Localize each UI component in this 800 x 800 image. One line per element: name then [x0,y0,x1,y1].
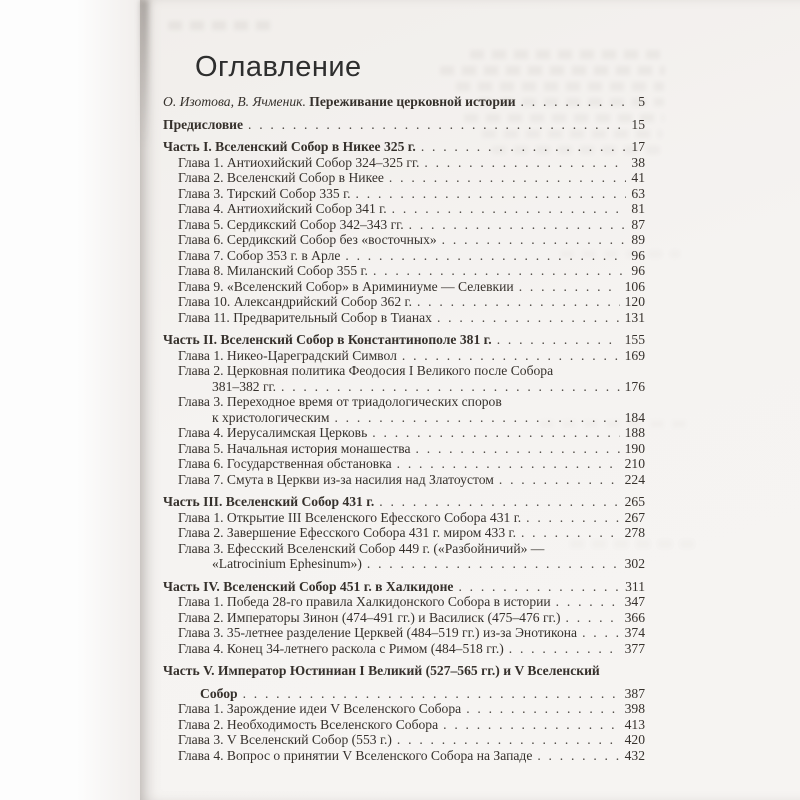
page-number: 190 [624,440,645,456]
toc-entry-title: Часть IV. Вселенский Собор 451 г. в Халкидоне [163,578,454,594]
dot-leader [458,579,620,595]
dot-leader [345,248,626,264]
toc-entry-text [178,279,514,295]
dot-leader [556,594,620,610]
toc-entry-text [178,525,516,541]
photo-background [0,0,140,800]
toc-entry-text [163,663,600,679]
toc-entry-title: Глава 8. Миланский Собор 355 г. [178,263,368,278]
toc-entry-title: Глава 9. «Вселенский Собор» в Ариминиуме — Селевкии [178,278,514,294]
page-number: 398 [624,701,645,716]
toc-entry [163,294,645,310]
toc-entry-title: Глава 5. Начальная история монашества [178,440,411,456]
dot-leader [521,94,634,110]
page-number: 169 [624,347,645,363]
toc-entry [163,441,645,457]
toc-entry-title: Глава 3. Ефесский Вселенский Собор 449 г. («Разбойничий» — [178,540,545,556]
dot-leader [443,717,619,733]
page-number: 267 [624,509,645,525]
dot-leader [397,456,620,472]
toc-entry-text [178,641,504,657]
dot-leader [389,170,626,186]
page-number: 302 [624,556,645,571]
page-number: 38 [631,154,645,170]
dot-leader [519,279,620,295]
toc-entry [163,732,645,748]
dot-leader [424,155,626,171]
toc-entry-text [178,201,387,217]
toc-entry [163,594,645,610]
page-number: 387 [624,685,645,701]
page-number: 15 [631,116,645,132]
page-number: 278 [624,525,645,540]
toc-entry-title: Глава 3. V Вселенский Собор (553 г.) [178,732,392,747]
page-title: Оглавление [195,51,362,83]
dot-leader [416,441,620,457]
page-number: 224 [624,471,645,487]
toc-entry-text [178,394,502,410]
dot-leader [537,748,619,764]
toc-entry-text [178,732,392,748]
toc-entry-title: Глава 5. Сердикский Собор 342–343 гг. [178,216,404,232]
toc-entry [163,579,645,595]
toc-entry [163,217,645,233]
toc-entry-title: Глава 4. Иерусалимская Церковь [178,425,368,440]
toc-entry-continuation [163,379,645,395]
toc-entry-text [178,294,412,310]
toc-entry-title: Глава 2. Императоры Зинон (474–491 гг.) и Василиск (475–476 гг.) [178,609,561,625]
dot-leader [402,348,620,364]
toc-entry [163,170,645,186]
dot-leader [509,641,620,657]
toc-entry-title: Глава 2. Церковная политика Феодосия I Великого после Собора [178,363,554,378]
toc-entry-continuation [163,686,645,702]
page-number: 17 [631,139,645,154]
toc-entry-text [163,94,516,110]
page-number: 106 [624,278,645,294]
toc-entry-continuation [163,556,645,572]
toc-entry-text [178,170,384,186]
toc-entry-text [163,139,416,155]
table-of-contents [140,94,800,763]
toc-entry [163,425,645,441]
toc-entry-continuation [163,410,645,426]
toc-entry [163,201,645,217]
toc-entry-text [178,217,404,233]
toc-entry-text-continued: Собор [200,685,238,701]
page-number: 87 [631,216,645,232]
toc-entry [163,394,645,410]
dot-leader [521,525,620,541]
toc-entry [163,310,645,326]
toc-entry [163,494,645,510]
toc-entry-author: О. Изотова, В. Ячменик. [163,94,310,109]
dot-leader [417,294,620,310]
toc-entry [163,139,645,155]
bleed-through-artifact [168,21,278,30]
dot-leader [566,610,620,626]
toc-entry-text [178,248,340,264]
toc-entry [163,663,645,679]
toc-entry [163,610,645,626]
dot-leader [499,472,620,488]
page-number: 374 [624,625,645,640]
toc-entry-text [178,232,437,248]
toc-entry [163,525,645,541]
toc-entry-title: Переживание церковной истории [309,94,516,109]
toc-entry-title: Глава 7. Смута в Церкви из-за насилия над Златоустом [178,471,494,487]
dot-leader [334,410,619,426]
toc-entry-text [178,717,438,733]
toc-entry-text [178,363,553,379]
toc-entry-text [178,441,411,457]
toc-entry [163,232,645,248]
page-number: 188 [624,425,645,440]
toc-entry-text [178,186,351,202]
dot-leader [466,701,619,717]
page-number: 176 [624,378,645,394]
toc-entry-title: Глава 1. Никео-Цареградский Символ [178,347,397,363]
toc-entry-title: Глава 4. Антиохийский Собор 341 г. [178,201,387,216]
toc-entry-text [178,748,532,764]
toc-entry [163,456,645,472]
toc-entry [163,541,645,557]
toc-entry-title: Глава 4. Конец 34-летнего раскола с Римом (484–518 гг.) [178,640,504,656]
toc-entry [163,186,645,202]
page-number: 5 [638,94,645,109]
toc-entry-title: Глава 2. Вселенский Собор в Никее [178,170,384,185]
dot-leader [497,332,620,348]
dot-leader [437,310,620,326]
toc-entry-title: Глава 1. Зарождение идеи V Вселенского Собора [178,701,462,716]
toc-entry [163,279,645,295]
dot-leader [243,686,620,702]
toc-entry [163,701,645,717]
dot-leader [582,625,620,641]
toc-entry [163,94,645,110]
dot-leader [372,425,619,441]
toc-entry-text [178,594,551,610]
dot-leader [397,732,620,748]
bleed-through-artifact [456,82,664,91]
toc-entry-text [178,348,397,364]
toc-entry-title: Глава 6. Государственная обстановка [178,456,392,471]
toc-entry-text-continued: «Latrocinium Ephesinum») [212,556,362,571]
page-number: 377 [624,640,645,656]
page-number: 89 [631,232,645,247]
toc-entry-text [163,579,453,595]
dot-leader [356,186,627,202]
page-number: 120 [624,294,645,309]
toc-entry [163,510,645,526]
toc-entry-text [178,263,368,279]
page-number: 311 [625,578,645,594]
toc-entry [163,155,645,171]
toc-entry-title: Глава 4. Вопрос о принятии V Вселенского Собора на Западе [178,747,533,763]
toc-entry-text [178,310,432,326]
dot-leader [442,232,627,248]
toc-entry-text [163,332,492,348]
page-number: 155 [624,332,645,347]
toc-entry [163,117,645,133]
dot-leader [409,217,627,233]
toc-entry-text [178,625,577,641]
toc-entry-text [178,510,521,526]
dot-leader [367,556,620,572]
toc-entry [163,248,645,264]
page-number: 210 [624,456,645,471]
toc-entry-title: Глава 6. Сердикский Собор без «восточных» [178,232,437,247]
dot-leader [373,263,626,279]
page-number: 366 [624,609,645,625]
page-number: 347 [624,594,645,609]
toc-entry-text [178,155,419,171]
toc-entry-title: Глава 1. Открытие III Вселенского Ефесского Собора 431 г. [178,509,522,525]
toc-entry-text [178,541,544,557]
toc-entry-title: Глава 3. 35-летнее разделение Церквей (484–519 гг.) из-за Энотикона [178,625,578,640]
toc-entry-title: Глава 3. Переходное время от триадологических споров [178,394,502,409]
toc-entry-title: Часть III. Вселенский Собор 431 г. [163,494,375,509]
page-number: 413 [624,716,645,732]
toc-entry-text [178,610,561,626]
toc-entry-title: Часть I. Вселенский Собор в Никее 325 г. [163,139,416,154]
toc-entry-text-continued: 381–382 гг. [212,378,276,394]
toc-entry-text [163,494,374,510]
toc-entry [163,332,645,348]
toc-entry-text [178,425,367,441]
book-page [140,0,800,800]
toc-entry [163,625,645,641]
toc-entry [163,348,645,364]
page-number: 184 [624,409,645,425]
toc-entry-text [178,456,392,472]
page-number: 63 [631,185,645,201]
toc-entry-text [178,472,494,488]
toc-entry [163,363,645,379]
page-number: 420 [624,732,645,747]
page-number: 265 [624,494,645,509]
toc-entry-title: Глава 2. Необходимость Вселенского Собора [178,716,439,732]
dot-leader [392,201,627,217]
toc-entry [163,641,645,657]
page-number: 432 [624,747,645,763]
toc-entry-text-continued: к христологическим [212,409,330,425]
toc-entry-title: Глава 7. Собор 353 г. в Арле [178,247,341,263]
page-number: 96 [631,247,645,263]
page-number: 96 [631,263,645,278]
toc-entry-title: Глава 10. Александрийский Собор 362 г. [178,294,412,309]
dot-leader [526,510,619,526]
toc-entry-title: Часть V. Император Юстиниан I Великий (527–565 гг.) и V Вселенский [163,663,600,678]
toc-entry-title: Часть II. Вселенский Собор в Константинополе 381 г. [163,332,492,347]
toc-entry-text [178,701,461,717]
page-number: 41 [631,170,645,185]
page-number: 81 [631,201,645,216]
dot-leader [421,139,627,155]
toc-entry-title: Глава 3. Тирский Собор 335 г. [178,185,351,201]
toc-entry [163,748,645,764]
dot-leader [379,494,619,510]
toc-entry-title: Глава 2. Завершение Ефесского Собора 431 г. миром 433 г. [178,525,516,540]
toc-entry [163,717,645,733]
toc-entry-title: Глава 1. Антиохийский Собор 324–325 гг. [178,154,420,170]
dot-leader [281,379,620,395]
toc-entry-text [163,117,243,133]
toc-entry [163,263,645,279]
toc-entry-title: Глава 1. Победа 28-го правила Халкидонского Собора в истории [178,594,551,609]
toc-entry-title: Глава 11. Предварительный Собор в Тианах [178,309,432,325]
dot-leader [248,117,626,133]
toc-entry [163,472,645,488]
page-number: 131 [624,309,645,325]
toc-entry-title: Предисловие [163,116,244,132]
